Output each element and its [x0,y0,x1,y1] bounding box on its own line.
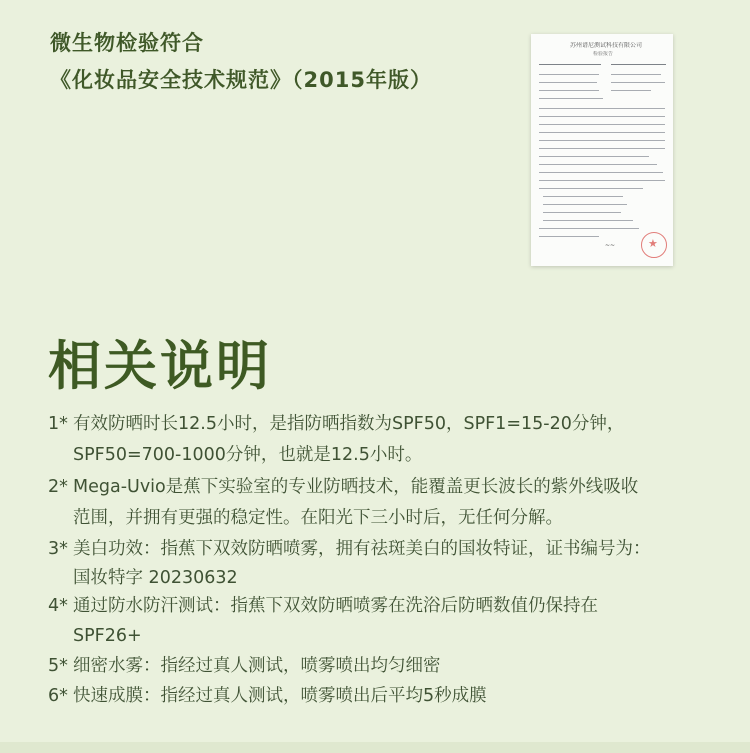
report-text-line [611,90,651,91]
report-text-line [611,64,666,65]
note-4-line-1: 通过防水防汗测试：指蕉下双效防晒喷雾在洗浴后防晒数值仍保持在 [73,596,598,616]
report-text-line [611,82,665,83]
bottom-band [0,742,750,753]
report-text-line [539,74,599,75]
report-text-line [539,132,665,133]
report-text-line [539,116,665,117]
report-text-line [539,82,597,83]
report-text-line [539,156,649,157]
report-text-line [539,164,657,165]
report-text-line [539,140,665,141]
red-seal-icon: ★ [641,232,667,258]
report-text-line [543,204,627,205]
report-subheader: 检验报告 [592,51,613,57]
note-4-number: 4* [48,596,68,616]
note-2-number: 2* [48,477,68,497]
report-text-line [539,124,665,125]
report-text-line [539,108,665,109]
report-text-line [543,220,633,221]
certificate-line-1: 微生物检验符合 [50,31,204,55]
certificate-line-2: 《化妆品安全技术规范》（2015年版） [50,68,432,92]
report-signature: ~~ [605,242,616,249]
note-1-line-1: 有效防晒时长12.5小时，是指防晒指数为SPF50，SPF1=15-20分钟， [73,414,625,434]
report-text-line [539,228,639,229]
report-text-line [539,98,603,99]
note-6-number: 6* [48,686,68,706]
note-3-number: 3* [48,539,68,559]
note-3-line-2: 国妆特字 20230632 [73,568,238,588]
report-text-line [539,188,643,189]
note-1-number: 1* [48,414,68,434]
report-text-line [539,236,599,237]
report-text-line [539,64,601,65]
report-text-line [611,74,661,75]
note-4-line-2: SPF26+ [73,626,142,646]
note-1-line-2: SPF50=700-1000分钟，也就是12.5小时。 [73,445,423,465]
section-title: 相关说明 [48,335,272,397]
report-text-line [539,172,663,173]
report-text-line [543,196,623,197]
note-5-line-1: 细密水雾：指经过真人测试，喷雾喷出均匀细密 [73,656,441,676]
inspection-report-image [531,34,673,266]
report-text-line [543,212,621,213]
note-6-line-1: 快速成膜：指经过真人测试，喷雾喷出后平均5秒成膜 [73,686,487,706]
note-5-number: 5* [48,656,68,676]
note-2-line-1: Mega-Uvio是蕉下实验室的专业防晒技术，能覆盖更长波长的紫外线吸收 [73,477,639,497]
report-text-line [539,180,665,181]
report-text-line [539,148,665,149]
note-2-line-2: 范围，并拥有更强的稳定性。在阳光下三小时后，无任何分解。 [73,508,563,528]
report-header: 苏州谱尼测试科技有限公司 [569,42,642,49]
note-3-line-1: 美白功效：指蕉下双效防晒喷雾，拥有祛斑美白的国妆特证，证书编号为： [73,539,651,559]
report-text-line [539,90,599,91]
